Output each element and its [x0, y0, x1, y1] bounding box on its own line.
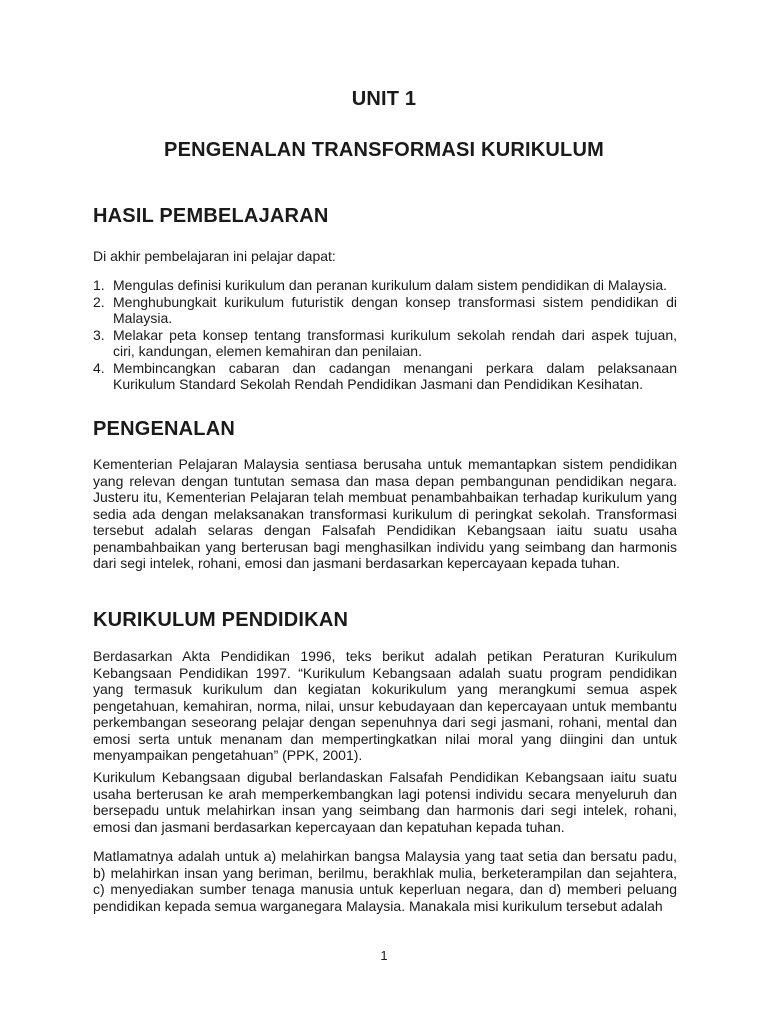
page-number: 1 — [380, 948, 388, 963]
section-heading-kurikulum-pendidikan: KURIKULUM PENDIDIKAN — [93, 609, 349, 631]
paragraph-kurikulum-2: Kurikulum Kebangsaan digubal berlandaskan Falsafah Pendidikan Kebangsaan iaitu suatu usaha berterusan ke arah memperkembangkan lagi potensi individu secara menyeluruh dan bersepadu untuk melahirkan insan yang seimbang dan harmonis dari segi intelek, rohani, emosi dan jasmani berdasarkan kepercayaan dan kepatuhan kepada tuhan. — [93, 769, 677, 835]
list-item — [93, 294, 677, 327]
list-item-number: 4. — [93, 359, 105, 376]
list-item-number: 3. — [93, 326, 105, 343]
paragraph-kurikulum-1: Berdasarkan Akta Pendidikan 1996, teks berikut adalah petikan Peraturan Kurikulum Kebangsaan Pendidikan 1997. “Kurikulum Kebangsaan adalah suatu program pendidikan yang termasuk kurikulum dan kegiatan kokurikulum yang merangkumi semua aspek pengetahuan, kemahiran, norma, nilai, unsur kebudayaan dan kepercayaan untuk membantu perkembangan seseorang pelajar dengan sepenuhnya dari segi jasmani, rohani, mental dan emosi serta untuk menanam dan mempertingkatkan nilai moral yang diingini dan untuk menyampaikan pengetahuan” (PPK, 2001). — [93, 648, 677, 763]
list-item-text: Mengulas definisi kurikulum dan peranan kurikulum dalam sistem pendidikan di Malaysia. — [113, 277, 668, 293]
list-item-text: Membincangkan cabaran dan cadangan menangani perkara dalam pelaksanaan Kurikulum Standard Sekolah Rendah Pendidikan Jasmani dan Pendidikan Kesihatan. — [113, 359, 677, 392]
section-heading-pengenalan: PENGENALAN — [93, 418, 236, 440]
list-item-number: 1. — [93, 277, 105, 293]
list-item — [93, 360, 677, 393]
list-item — [93, 327, 677, 360]
list-item — [93, 277, 677, 294]
section-heading-hasil-pembelajaran: HASIL PEMBELAJARAN — [93, 205, 329, 227]
list-item-text: Menghubungkait kurikulum futuristik dengan konsep transformasi sistem pendidikan di Malaysia. — [113, 293, 677, 326]
paragraph-pengenalan: Kementerian Pelajaran Malaysia sentiasa berusaha untuk memantapkan sistem pendidikan yang relevan dengan tuntutan semasa dan masa depan pembangunan pendidikan negara. Justeru itu, Kementerian Pelajaran telah membuat penambahbaikan terhadap kurikulum yang sedia ada dengan melaksanakan transformasi kurikulum di peringkat sekolah. Transformasi tersebut adalah selaras dengan Falsafah Pendidikan Kebangsaan iaitu suatu usaha penambahbaikan yang berterusan bagi menghasilkan individu yang seimbang dan harmonis dari segi intelek, rohani, emosi dan jasmani berdasarkan kepercayaan kepada tuhan. — [93, 456, 677, 571]
paragraph-kurikulum-3: Matlamatnya adalah untuk a) melahirkan bangsa Malaysia yang taat setia dan bersatu padu, b) melahirkan insan yang beriman, berilmu, berakhlak mulia, berketerampilan dan sejahtera, c) menyediakan sumber tenaga manusia untuk keperluan negara, dan d) memberi peluang pendidikan kepada semua warganegara Malaysia. Manakala misi kurikulum tersebut adalah — [93, 848, 677, 914]
page-title: PENGENALAN TRANSFORMASI KURIKULUM — [164, 139, 604, 161]
list-item-number: 2. — [93, 293, 105, 310]
list-item-text: Melakar peta konsep tentang transformasi kurikulum sekolah rendah dari aspek tujuan, ciri, kandungan, elemen kemahiran dan penilaian. — [113, 326, 677, 359]
unit-title: UNIT 1 — [351, 88, 417, 110]
learning-outcomes-intro: Di akhir pembelajaran ini pelajar dapat: — [93, 248, 336, 264]
learning-outcomes-list — [93, 277, 677, 393]
